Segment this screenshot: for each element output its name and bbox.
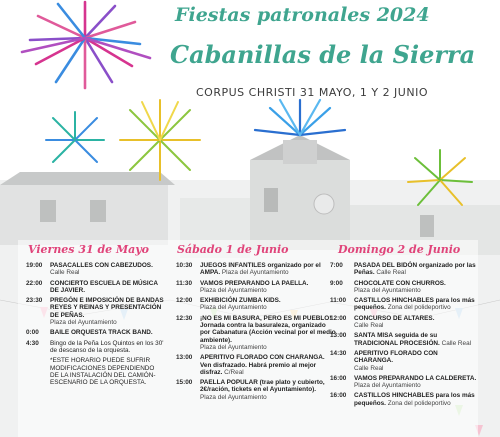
event-item (330, 332, 478, 347)
event-place: Plaza del Ayuntamiento (200, 393, 267, 401)
event-title: PREGÓN E IMPOSICIÓN DE BANDAS REYES Y REINAS Y PRESENTACIÓN DE PEÑAS. (50, 297, 164, 319)
event-title: SANTA MISA seguida de su TRADICIONAL PROCESIÓN. (354, 332, 440, 347)
day-heading-sunday: Domingo 2 de Junio (338, 243, 461, 256)
event-item (176, 280, 336, 295)
event-title: CONCURSO DE ALTARES. (354, 314, 435, 322)
event-time: 19:00 (26, 262, 43, 269)
event-title: PAELLA POPULAR (trae plato y cubierto, 2€/ración, tickets en el Ayuntamiento). (200, 379, 325, 394)
event-time: 4:30 (26, 339, 39, 347)
event-title: CHOCOLATE CON CHURROS. (354, 279, 446, 287)
schedule-note (26, 357, 164, 386)
festival-dates: CORPUS CHRISTI 31 MAYO, 1 Y 2 JUNIO (196, 86, 428, 99)
event-item (26, 280, 164, 295)
event-title: BAILE ORQUESTA TRACK BAND. (50, 329, 153, 337)
event-time: 12:00 (176, 297, 193, 305)
day-heading-saturday: Sábado 1 de Junio (177, 243, 289, 256)
firework-pink (22, 2, 150, 88)
event-item (176, 315, 336, 351)
event-title: CASTILLOS HINCHABLES para los más pequeños. (354, 297, 475, 312)
event-time: 11:00 (330, 297, 346, 305)
event-time: 7:00 (330, 262, 343, 269)
firework-blue (255, 100, 345, 135)
event-item (330, 315, 478, 330)
event-time: 0:00 (26, 329, 39, 337)
event-place: Plaza del Ayuntamiento (200, 343, 267, 351)
event-time: 13:00 (176, 354, 193, 362)
event-item (330, 262, 478, 277)
event-item (176, 262, 336, 277)
event-item (330, 297, 478, 312)
event-time: 10:30 (176, 262, 193, 269)
event-item (330, 350, 478, 372)
event-place: Plaza del Ayuntamiento (221, 269, 289, 277)
event-title: APERITIVO FLORADO CON CHARANGA. Ven disfrazado. Habrá premio al mejor disfraz. (200, 354, 325, 376)
event-title: EXHIBICIÓN ZUMBA KIDS. (200, 297, 281, 305)
event-item (26, 329, 164, 336)
event-item (176, 297, 336, 312)
event-place: Calle Real (354, 364, 384, 372)
event-time: 15:00 (176, 379, 193, 387)
schedule-column-sunday (330, 262, 478, 410)
event-time: 12:30 (176, 314, 193, 322)
poster-title: Fiestas patronales 2024 (175, 4, 430, 26)
event-item (26, 262, 164, 277)
event-place: C/Real (224, 368, 244, 376)
event-time: 16:00 (330, 374, 347, 382)
event-title: VAMOS PREPARANDO LA PAELLA. (200, 279, 309, 287)
event-time: 23:30 (26, 297, 43, 305)
town-name: Cabanillas de la Sierra (170, 40, 476, 69)
event-title: ¡NO ES MI BASURA, PERO ES MI PUEBLO! Jornada contra la basuraleza, organizado por Cabanatura (Acción vecinal por el medio ambiente). (200, 314, 336, 344)
firework-yellow (120, 100, 200, 180)
day-heading-friday: Viernes 31 de Mayo (28, 243, 150, 256)
event-item (176, 379, 336, 401)
event-title: APERITIVO FLORADO CON CHARANGA. (354, 349, 438, 365)
event-item (330, 392, 478, 407)
event-title: VAMOS PREPARANDO LA CALDERETA. (354, 374, 477, 382)
event-place: Plaza del Ayuntamiento (354, 382, 421, 390)
event-time: 16:00 (330, 392, 347, 400)
event-place: Zona del polideportivo (387, 304, 451, 312)
event-title: PASACALLES CON CABEZUDOS. (50, 262, 153, 269)
event-place: Plaza del Ayuntamiento (200, 304, 267, 312)
event-place: Zona del polideportivo (387, 399, 451, 407)
event-place: Plaza del Ayuntamiento (354, 286, 421, 294)
schedule-column-friday (26, 262, 164, 389)
event-time: 12:00 (330, 314, 347, 322)
event-place: Plaza del Ayuntamiento (200, 286, 267, 294)
event-time: 22:00 (26, 279, 43, 287)
event-item (26, 340, 164, 355)
event-title: CONCIERTO ESCUELA DE MÚSICA DE JAVIER. (50, 279, 158, 294)
event-place: Plaza del Ayuntamiento (50, 319, 117, 327)
event-title: JUEGOS INFANTILES organizado por el AMPA. (200, 262, 321, 277)
event-title: *ESTE HORARIO PUEDE SUFRIR MODIFICACIONES DEPENDIENDO DE LA INSTALACIÓN DEL CAMIÓN-ESCENARIO DE LA ORQUESTA. (50, 357, 156, 387)
firework-teal (46, 112, 104, 162)
event-item (330, 280, 478, 295)
event-time: 9:00 (330, 279, 343, 287)
event-item (176, 354, 336, 376)
event-place: Calle Real (50, 269, 80, 277)
schedule-column-saturday (176, 262, 336, 404)
event-time: 14:30 (330, 349, 347, 357)
event-item (330, 375, 478, 390)
event-item (26, 297, 164, 326)
event-time: 13:00 (330, 332, 347, 340)
event-title: PASADA DEL BIDÓN organizado por las Peñas. (354, 262, 476, 277)
event-time: 11:30 (176, 279, 192, 287)
event-place: Calle Real (376, 269, 406, 277)
event-place: Calle Real (354, 322, 384, 330)
event-title: Bingo de la Peña Los Quintos en los 30' de descanso de la orquesta. (50, 339, 164, 354)
event-title: CASTILLOS HINCHABLES para los más pequeños. (354, 392, 475, 407)
event-place: Calle Real (441, 339, 472, 347)
